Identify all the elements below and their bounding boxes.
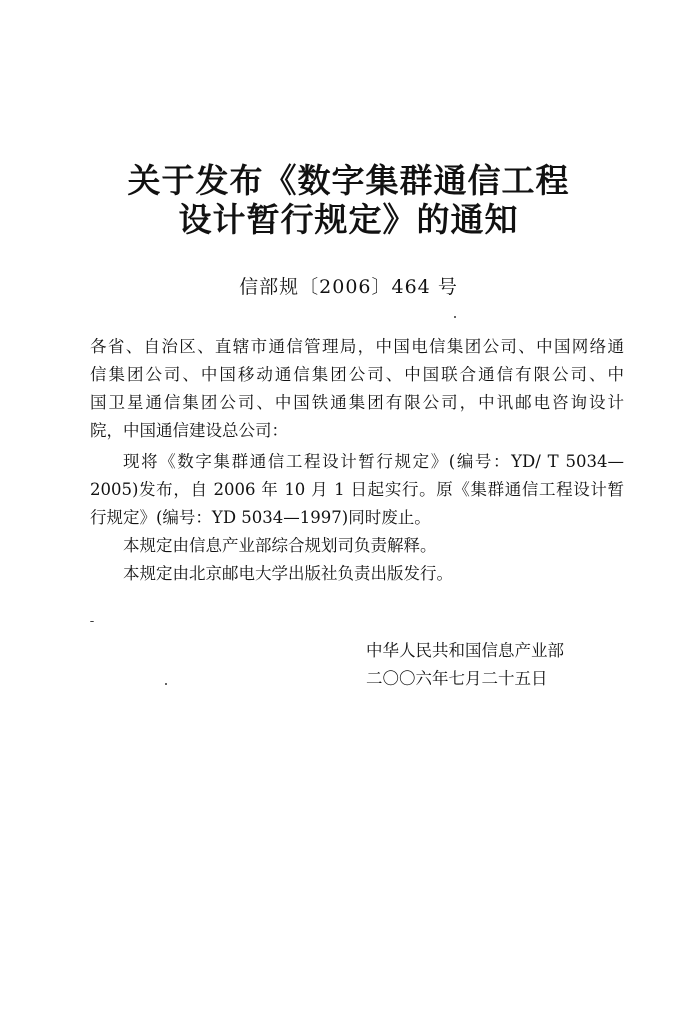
body-line: 本规定由信息产业部综合规划司负责解释。 xyxy=(123,536,437,555)
signature-organization: 中华人民共和国信息产业部 xyxy=(366,641,564,660)
body-paragraphs xyxy=(90,448,624,588)
body-line: 行规定》(编号：YD 5034—1997)同时废止。 xyxy=(90,508,431,527)
scan-speck xyxy=(165,683,167,685)
addressee-line: 国卫星通信集团公司、中国铁通集团有限公司，中讯邮电咨询设计 xyxy=(90,393,624,412)
scan-speck xyxy=(454,316,456,318)
body-line: 2005)发布，自 2006 年 10 月 1 日起实行。原《集群通信工程设计暂 xyxy=(90,480,624,499)
document-title-line-2: 设计暂行规定》的通知 xyxy=(178,200,519,239)
document-number: 信部规〔2006〕464 号 xyxy=(239,276,458,298)
scan-speck xyxy=(90,621,94,622)
signature-date: 二〇〇六年七月二十五日 xyxy=(366,669,548,688)
addressee-line: 信集团公司、中国移动通信集团公司、中国联合通信有限公司、中 xyxy=(90,365,624,384)
addressee-paragraph xyxy=(90,333,624,445)
addressee-line: 各省、自治区、直辖市通信管理局，中国电信集团公司、中国网络通 xyxy=(90,337,624,356)
body-line: 本规定由北京邮电大学出版社负责出版发行。 xyxy=(123,564,453,583)
document-title-line-1: 关于发布《数字集群通信工程 xyxy=(127,161,570,200)
addressee-line: 院，中国通信建设总公司： xyxy=(90,421,288,440)
body-line: 现将《数字集群通信工程设计暂行规定》(编号：YD/ T 5034— xyxy=(123,452,624,471)
